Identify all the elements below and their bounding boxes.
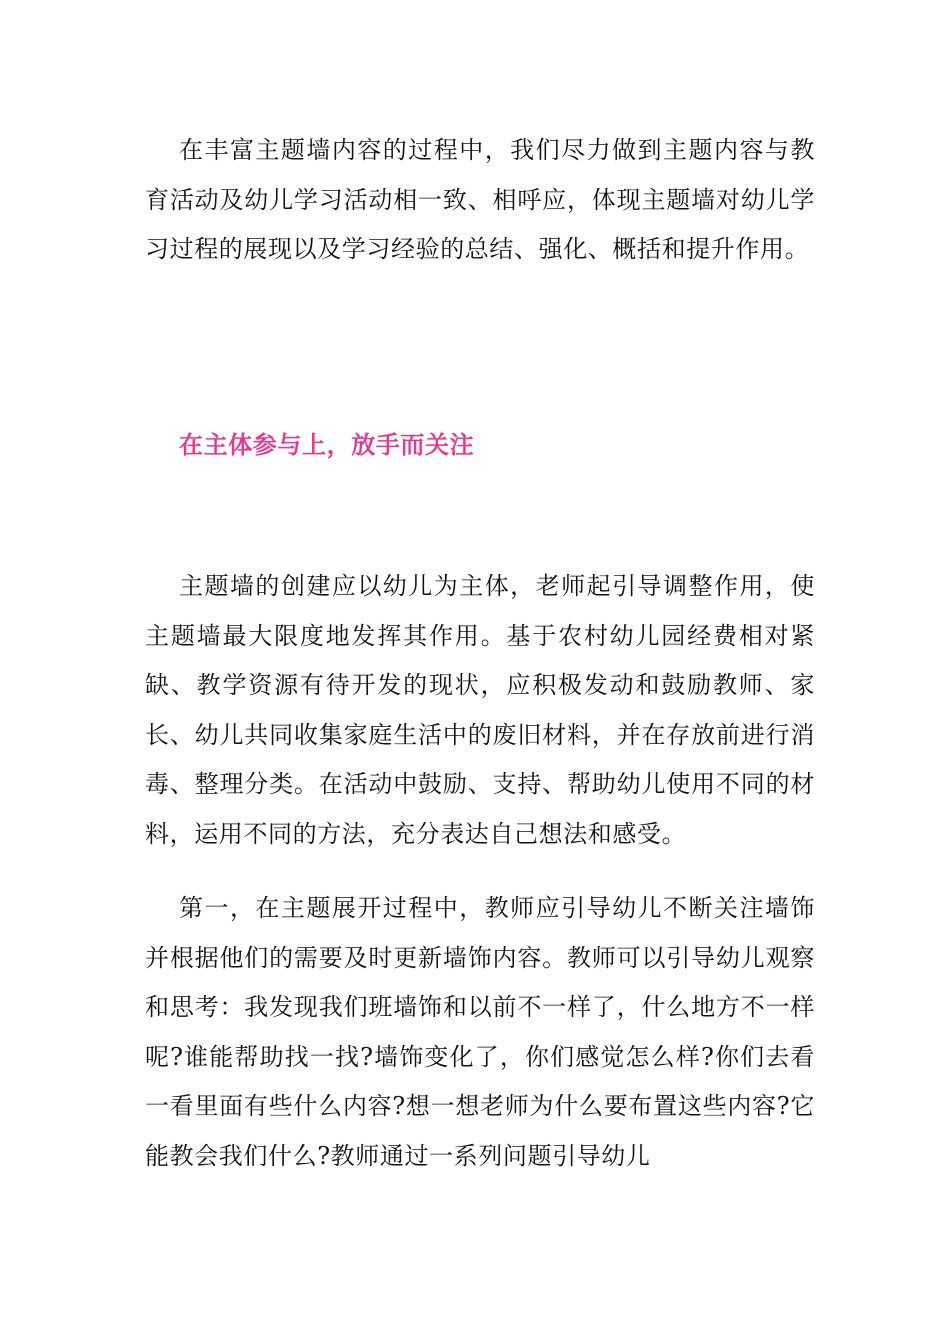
section-heading: 在主体参与上，放手而关注 <box>179 430 475 459</box>
body-paragraph: 第一，在主题展开过程中，教师应引导幼儿不断关注墙饰并根据他们的需要及时更新墙饰内容。教师可以引导幼儿观察和思考：我发现我们班墙饰和以前不一样了，什么地方不一样呢?谁能帮助找一找?墙饰变化了，你们感觉怎么样?你们去看一看里面有些什么内容?想一想老师为什么要布置这些内容?它能教会我们什么?教师通过一系列问题引导幼儿 <box>145 894 815 1170</box>
body-paragraph: 在丰富主题墙内容的过程中，我们尽力做到主题内容与教育活动及幼儿学习活动相一致、相呼应，体现主题墙对幼儿学习过程的展现以及学习经验的总结、强化、概括和提升作用。 <box>145 136 815 263</box>
body-paragraph: 主题墙的创建应以幼儿为主体，老师起引导调整作用，使主题墙最大限度地发挥其作用。基于农村幼儿园经费相对紧缺、教学资源有待开发的现状，应积极发动和鼓励教师、家长、幼儿共同收集家庭生活中的废旧材料，并在存放前进行消毒、整理分类。在活动中鼓励、支持、帮助幼儿使用不同的材料，运用不同的方法，充分表达自己想法和感受。 <box>145 572 815 848</box>
